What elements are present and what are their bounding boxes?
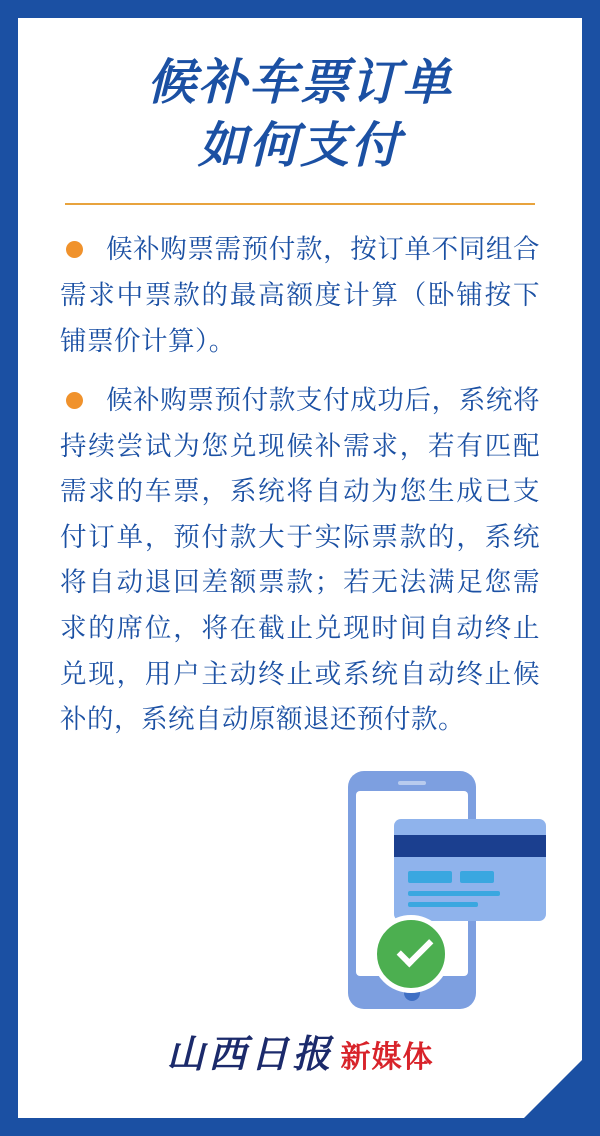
publisher-sub-label: 新媒体 [340,1040,434,1075]
card-detail-bar [408,902,478,907]
paragraph-2 [60,378,540,743]
bullet-dot-icon [66,241,83,258]
card-detail-bar [408,891,500,896]
publisher-name: 山西日报 [166,1031,335,1076]
check-circle-icon [372,915,450,993]
page-title [18,18,582,177]
phone-speaker [398,781,426,785]
paragraph-1-text: 候补购票需预付款，按订单不同组合需求中票款的最高额度计算（卧铺按下铺票价计算）。 [60,234,540,357]
footer-logo [18,1023,582,1078]
illustration [18,757,582,1027]
title-line-1: 候补车票订单 [146,54,453,111]
body-content [18,205,582,742]
bank-card-icon [394,819,546,921]
card-detail-bar [408,871,452,883]
bullet-dot-icon [66,392,83,409]
card-detail-bar [460,871,494,883]
title-line-2: 如何支付 [197,116,402,174]
card-magnetic-stripe [394,835,546,857]
content-card [18,18,582,1118]
check-mark [397,930,434,967]
paragraph-1 [60,227,540,364]
paragraph-2-text: 候补购票预付款支付成功后，系统将持续尝试为您兑现候补需求，若有匹配需求的车票，系统将自动为您生成已支付订单，预付款大于实际票款的，系统将自动退回差额票款；若无法满足您需求的席位，将在截止兑现时间自动终止兑现，用户主动终止或系统自动终止候补的，系统自动原额退还预付款。 [60,385,540,736]
